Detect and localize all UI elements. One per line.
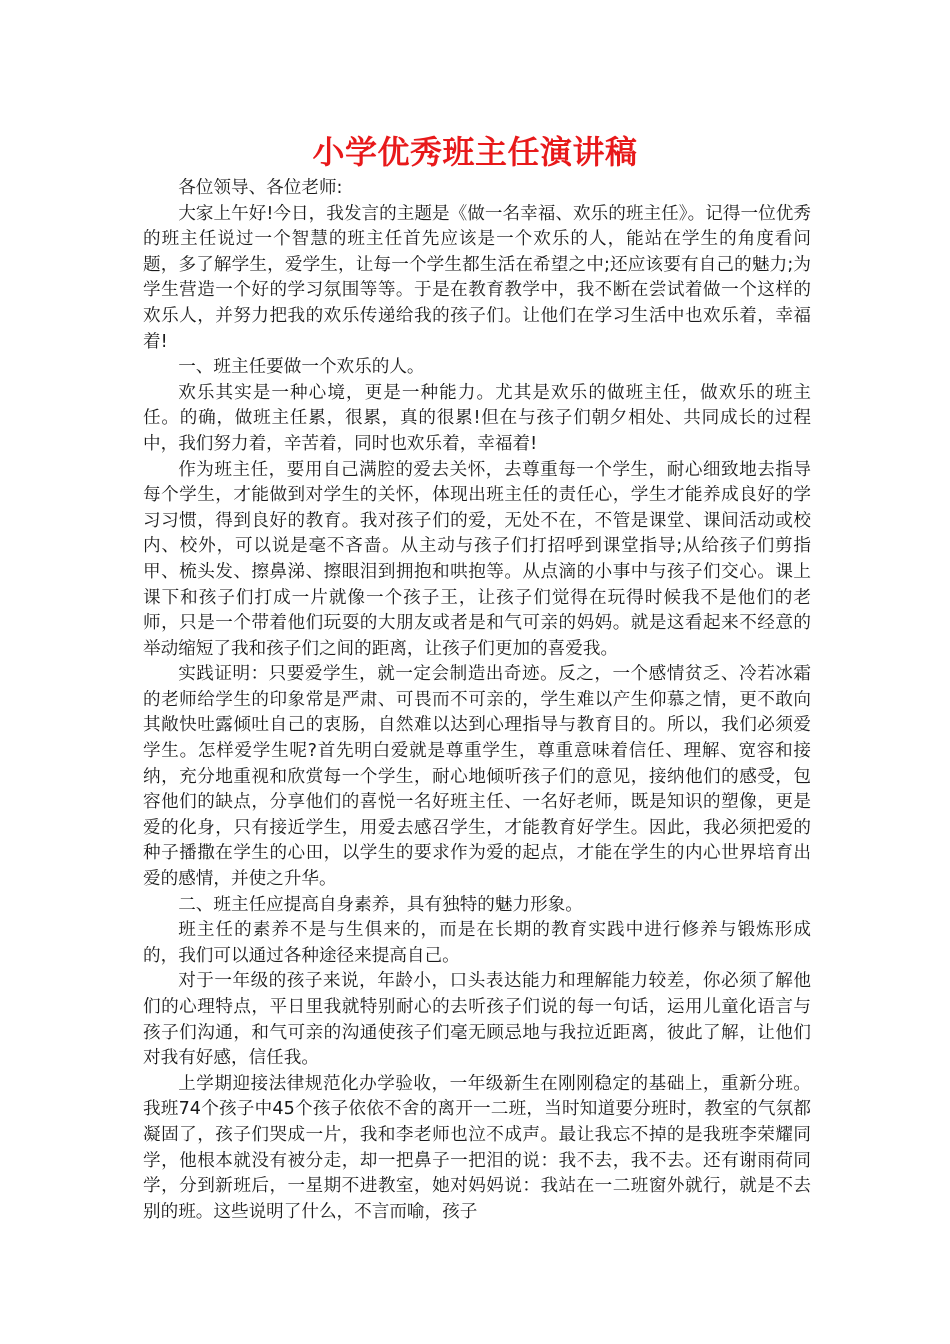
section-heading-2: 二、班主任应提高自身素养，具有独特的魅力形象。 (178, 894, 583, 915)
section-heading-1: 一、班主任要做一个欢乐的人。 (178, 357, 425, 378)
body-paragraph: 上学期迎接法律规范化办学验收，一年级新生在刚刚稳定的基础上，重新分班。我班74个孩子中45个孩子依依不舍的离开一二班，当时知道要分班时，教室的气氛都凝固了，孩子们哭成一片，我和李老师也泣不成声。最让我忘不掉的是我班李荣耀同学，他根本就没有被分走，却一把鼻子一把泪的说：我不去，我不去。还有谢雨荷同学，分到新班后，一星期不进教室，她对妈妈说：我站在一二班窗外就行，就是不去别的班。这些说明了什么，不言而喻，孩子 (143, 1073, 811, 1222)
document-title: 小学优秀班主任演讲稿 (312, 133, 638, 171)
body-paragraph: 作为班主任，要用自己满腔的爱去关怀，去尊重每一个学生，耐心细致地去指导每个学生，才能做到对学生的关怀，体现出班主任的责任心，学生才能养成良好的学习习惯，得到良好的教育。我对孩子们的爱，无处不在，不管是课堂、课间活动或校内、校外，可以说是毫不吝啬。从主动与孩子们打招呼到课堂指导;从给孩子们剪指甲、梳头发、擦鼻涕、擦眼泪到拥抱和哄抱等。从点滴的小事中与孩子们交心。课上课下和孩子们打成一片就像一个孩子王，让孩子们觉得在玩得时候我不是他们的老师，只是一个带着他们玩耍的大朋友或者是和气可亲的妈妈。就是这看起来不经意的举动缩短了我和孩子们之间的距离，让孩子们更加的喜爱我。 (143, 459, 811, 659)
body-paragraph: 对于一年级的孩子来说，年龄小，口头表达能力和理解能力较差，你必须了解他们的心理特点，平日里我就特别耐心的去听孩子们说的每一句话，运用儿童化语言与孩子们沟通，和气可亲的沟通使孩子们毫无顾忌地与我拉近距离，彼此了解，让他们对我有好感，信任我。 (143, 971, 811, 1069)
greeting-paragraph: 各位领导、各位老师: (178, 178, 343, 198)
body-paragraph: 实践证明：只要爱学生，就一定会制造出奇迹。反之，一个感情贫乏、冷若冰霜的老师给学生的印象常是严肃、可畏而不可亲的，学生难以产生仰慕之情，更不敢向其敞快吐露倾吐自己的衷肠，自然难以达到心理指导与教育目的。所以，我们必须爱学生。怎样爱学生呢?首先明白爱就是尊重学生，尊重意味着信任、理解、宽容和接纳，充分地重视和欣赏每一个学生，耐心地倾听孩子们的意见，接纳他们的感受，包容他们的缺点，分享他们的喜悦一名好班主任、一名好老师，既是知识的塑像，更是爱的化身，只有接近学生，用爱去感召学生，才能教育好学生。因此，我必须把爱的种子播撒在学生的心田，以学生的要求作为爱的起点，才能在学生的内心世界培育出爱的感情，并使之升华。 (143, 664, 811, 890)
body-paragraph: 班主任的素养不是与生俱来的，而是在长期的教育实践中进行修养与锻炼形成的，我们可以通过各种途径来提高自己。 (143, 920, 811, 966)
intro-paragraph: 大家上午好!今日，我发言的主题是《做一名幸福、欢乐的班主任》。记得一位优秀的班主任说过一个智慧的班主任首先应该是一个欢乐的人，能站在学生的角度看问题，多了解学生，爱学生，让每一个学生都生活在希望之中;还应该要有自己的魅力;为学生营造一个好的学习氛围等等。于是在教育教学中，我不断在尝试着做一个这样的欢乐人，并努力把我的欢乐传递给我的孩子们。让他们在学习生活中也欢乐着，幸福着! (143, 203, 811, 352)
body-paragraph: 欢乐其实是一种心境，更是一种能力。尤其是欢乐的做班主任，做欢乐的班主任。的确，做班主任累，很累，真的很累!但在与孩子们朝夕相处、共同成长的过程中，我们努力着，辛苦着，同时也欢乐着，幸福着! (143, 382, 811, 454)
document-body (143, 176, 811, 1225)
